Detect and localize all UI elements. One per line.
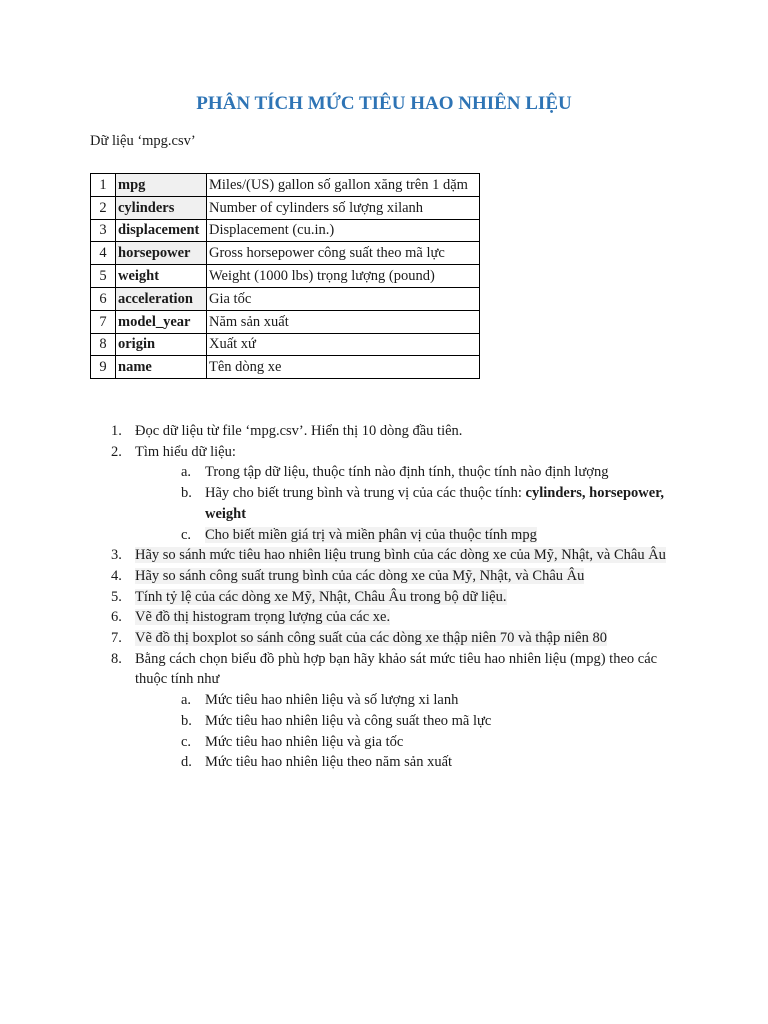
variable-description: Gia tốc — [207, 287, 480, 310]
task-item — [111, 442, 676, 546]
task-number: 5. — [111, 588, 122, 605]
subtask-letter: c. — [181, 526, 192, 543]
subtask-list — [135, 462, 676, 545]
task-number: 8. — [111, 650, 122, 667]
task-text: Đọc dữ liệu từ file ‘mpg.csv’. Hiển thị 10 dòng đầu tiên. — [135, 423, 463, 439]
row-number: 4 — [91, 242, 116, 265]
table-row — [91, 265, 480, 288]
subtask-text: Mức tiêu hao nhiên liệu theo năm sản xuất — [205, 754, 453, 771]
subtask-text: Mức tiêu hao nhiên liệu và số lượng xi lanh — [205, 692, 459, 709]
row-number: 7 — [91, 310, 116, 333]
table-row — [91, 196, 480, 219]
task-item — [111, 628, 676, 649]
task-text: Tìm hiểu dữ liệu: — [135, 443, 236, 460]
variable-name: acceleration — [116, 287, 207, 310]
table-row — [91, 174, 480, 197]
subtask-text: Mức tiêu hao nhiên liệu và gia tốc — [205, 733, 404, 750]
variable-description: Miles/(US) gallon số gallon xăng trên 1 dặm — [207, 174, 480, 197]
subtask-item — [181, 732, 676, 753]
subtask-text: Trong tập dữ liệu, thuộc tính nào định tính, thuộc tính nào định lượng — [205, 464, 609, 481]
table-row — [91, 219, 480, 242]
variable-name: displacement — [116, 219, 207, 242]
variable-description: Weight (1000 lbs) trọng lượng (pound) — [207, 265, 480, 288]
dataset-label: Dữ liệu ‘mpg.csv’ — [90, 133, 196, 149]
row-number: 1 — [91, 174, 116, 197]
task-number: 3. — [111, 547, 122, 564]
row-number: 8 — [91, 333, 116, 356]
subtask-list — [135, 690, 676, 773]
subtask-letter: a. — [181, 464, 192, 481]
task-number: 1. — [111, 423, 122, 439]
variable-name: name — [116, 356, 207, 379]
task-item — [111, 566, 676, 587]
table-row — [91, 356, 480, 379]
task-number: 7. — [111, 630, 122, 647]
task-item — [111, 587, 676, 608]
variable-name: horsepower — [116, 242, 207, 265]
variable-name: origin — [116, 333, 207, 356]
variable-description: Tên dòng xe — [207, 356, 480, 379]
variable-name: mpg — [116, 174, 207, 197]
task-text: Vẽ đồ thị boxplot so sánh công suất của các dòng xe thập niên 70 và thập niên 80 — [135, 630, 607, 647]
subtask-item — [181, 711, 676, 732]
variable-description: Xuất xứ — [207, 333, 480, 356]
table-row — [91, 287, 480, 310]
row-number: 3 — [91, 219, 116, 242]
task-number: 2. — [111, 443, 122, 460]
subtask-text: Mức tiêu hao nhiên liệu và công suất theo mã lực — [205, 712, 492, 729]
variable-name: cylinders — [116, 196, 207, 219]
task-list — [111, 421, 676, 773]
task-text: Bằng cách chọn biểu đồ phù hợp bạn hãy khảo sát mức tiêu hao nhiên liệu (mpg) theo các thuộc tính như — [135, 650, 658, 688]
subtask-bold-attributes: cylinders, horsepower, weight — [205, 485, 664, 522]
row-number: 6 — [91, 287, 116, 310]
table-row — [91, 333, 480, 356]
document-title: PHÂN TÍCH MỨC TIÊU HAO NHIÊN LIỆU — [196, 93, 572, 114]
subtask-letter: b. — [181, 485, 192, 502]
subtask-item — [181, 690, 676, 711]
variable-description: Năm sản xuất — [207, 310, 480, 333]
subtask-item — [181, 483, 676, 524]
task-text: Hãy so sánh mức tiêu hao nhiên liệu trung bình của các dòng xe của Mỹ, Nhật, và Châu Âu — [135, 547, 666, 564]
table-row — [91, 242, 480, 265]
variable-name: weight — [116, 265, 207, 288]
task-text: Hãy so sánh công suất trung bình của các dòng xe của Mỹ, Nhật, và Châu Âu — [135, 567, 585, 584]
row-number: 9 — [91, 356, 116, 379]
task-text: Tính tỷ lệ của các dòng xe Mỹ, Nhật, Châu Âu trong bộ dữ liệu. — [135, 588, 507, 605]
subtask-text: Hãy cho biết trung bình và trung vị của các thuộc tính: — [205, 485, 526, 502]
row-number: 2 — [91, 196, 116, 219]
subtask-letter: d. — [181, 754, 192, 771]
subtask-item — [181, 462, 676, 483]
subtask-letter: b. — [181, 712, 192, 729]
variable-description: Displacement (cu.in.) — [207, 219, 480, 242]
row-number: 5 — [91, 265, 116, 288]
task-number: 6. — [111, 609, 122, 626]
subtask-letter: a. — [181, 692, 192, 709]
table-row — [91, 310, 480, 333]
variable-description: Number of cylinders số lượng xilanh — [207, 196, 480, 219]
task-item — [111, 421, 676, 442]
variable-name: model_year — [116, 310, 207, 333]
task-item — [111, 607, 676, 628]
subtask-item — [181, 752, 676, 773]
task-text: Vẽ đồ thị histogram trọng lượng của các xe. — [135, 609, 391, 626]
task-item — [111, 545, 676, 566]
variable-description: Gross horsepower công suất theo mã lực — [207, 242, 480, 265]
subtask-letter: c. — [181, 733, 192, 750]
task-number: 4. — [111, 567, 122, 584]
subtask-text: Cho biết miền giá trị và miền phân vị của thuộc tính mpg — [205, 526, 537, 543]
subtask-item — [181, 525, 676, 546]
task-item — [111, 649, 676, 773]
variables-table — [90, 173, 480, 379]
